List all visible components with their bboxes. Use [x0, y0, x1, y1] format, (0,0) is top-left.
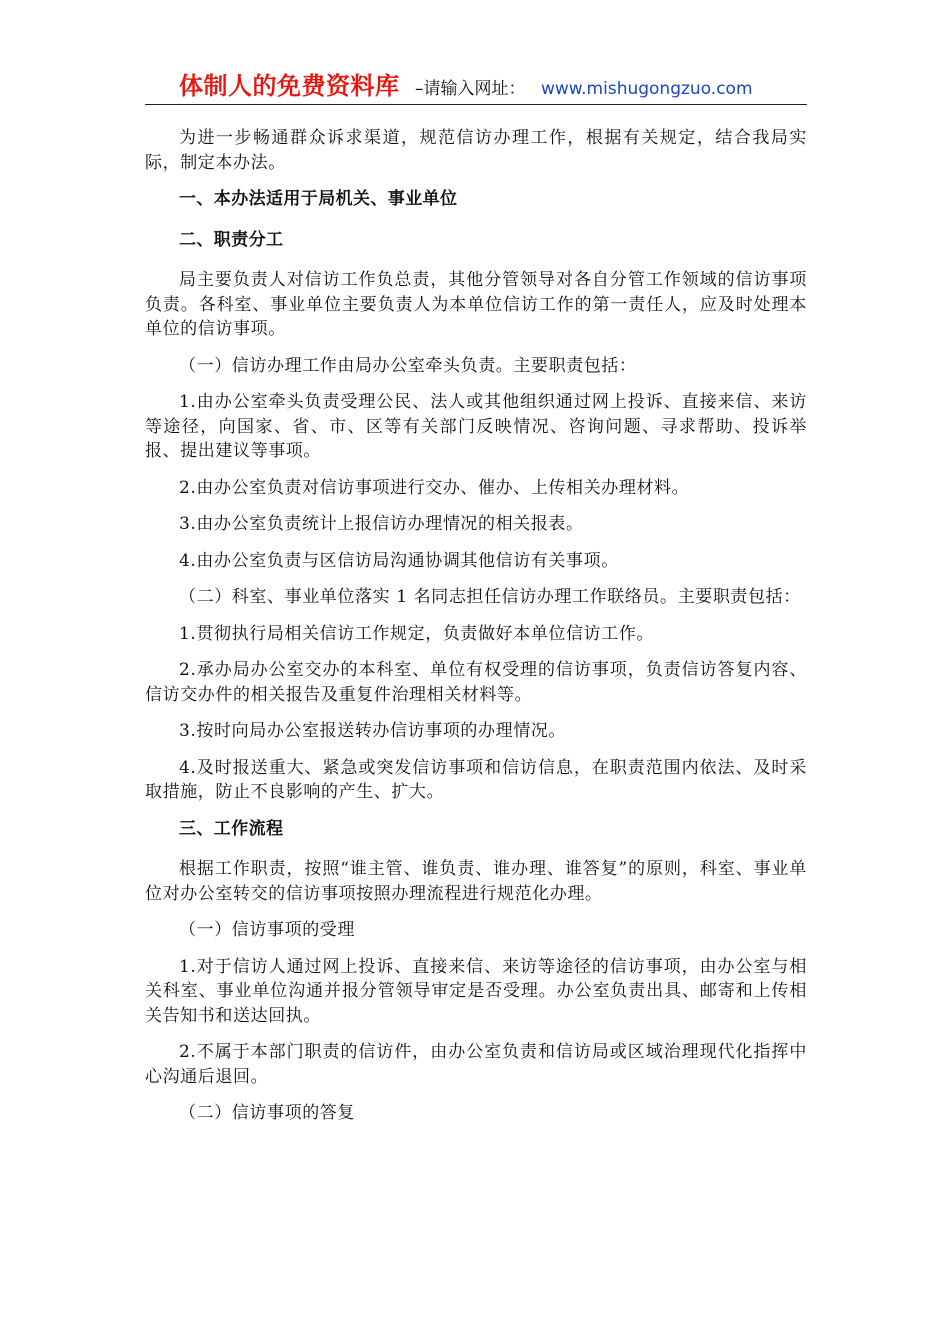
header-prompt: –请输入网址： [415, 79, 526, 99]
list-item: 4.由办公室负责与区信访局沟通协调其他信访有关事项。 [179, 550, 619, 571]
list-item: 2.不属于本部门职责的信访件，由办公室负责和信访局或区域治理现代化指挥中心沟通后退回。 [145, 1042, 807, 1087]
list-item: 4.及时报送重大、紧急或突发信访事项和信访信息，在职责范围内依法、及时采取措施，防止不良影响的产生、扩大。 [145, 757, 807, 802]
document-header [145, 70, 807, 105]
document-body [145, 126, 807, 1138]
section-heading-3: 三、工作流程 [179, 818, 284, 839]
header-brand: 体制人的免费资料库 [179, 72, 400, 100]
section-heading-2: 二、职责分工 [179, 229, 284, 250]
subsection-heading: （二）科室、事业单位落实 1 名同志担任信访办理工作联络员。主要职责包括： [179, 587, 801, 607]
body-paragraph: 根据工作职责，按照“谁主管、谁负责、谁办理、谁答复”的原则，科室、事业单位对办公室转交的信访事项按照办理流程进行规范化办理。 [145, 859, 807, 904]
subsection-heading: （一）信访事项的受理 [179, 920, 355, 940]
list-item: 1.对于信访人通过网上投诉、直接来信、来访等途径的信访事项，由办公室与相关科室、事业单位沟通并报分管领导审定是否受理。办公室负责出具、邮寄和上传相关告知书和送达回执。 [145, 956, 807, 1026]
intro-paragraph: 为进一步畅通群众诉求渠道，规范信访办理工作，根据有关规定，结合我局实际，制定本办法。 [145, 128, 807, 173]
list-item: 3.按时向局办公室报送转办信访事项的办理情况。 [179, 721, 567, 741]
list-item: 2.由办公室负责对信访事项进行交办、催办、上传相关办理材料。 [179, 477, 690, 498]
section-heading-1: 一、本办法适用于局机关、事业单位 [179, 189, 458, 209]
subsection-heading: （一）信访办理工作由局办公室牵头负责。主要职责包括： [179, 355, 637, 376]
subsection-heading: （二）信访事项的答复 [179, 1103, 355, 1123]
header-url-link[interactable]: www.mishugongzuo.com [541, 79, 753, 99]
list-item: 2.承办局办公室交办的本科室、单位有权受理的信访事项，负责信访答复内容、信访交办件的相关报告及重复件治理相关材料等。 [145, 660, 807, 705]
list-item: 1.由办公室牵头负责受理公民、法人或其他组织通过网上投诉、直接来信、来访等途径，向国家、省、市、区等有关部门反映情况、咨询问题、寻求帮助、投诉举报、提出建议等事项。 [145, 392, 807, 461]
list-item: 3.由办公室负责统计上报信访办理情况的相关报表。 [179, 514, 584, 534]
list-item: 1.贯彻执行局相关信访工作规定，负责做好本单位信访工作。 [179, 623, 655, 644]
body-paragraph: 局主要负责人对信访工作负总责，其他分管领导对各自分管工作领域的信访事项负责。各科室、事业单位主要负责人为本单位信访工作的第一责任人，应及时处理本单位的信访事项。 [145, 270, 807, 339]
